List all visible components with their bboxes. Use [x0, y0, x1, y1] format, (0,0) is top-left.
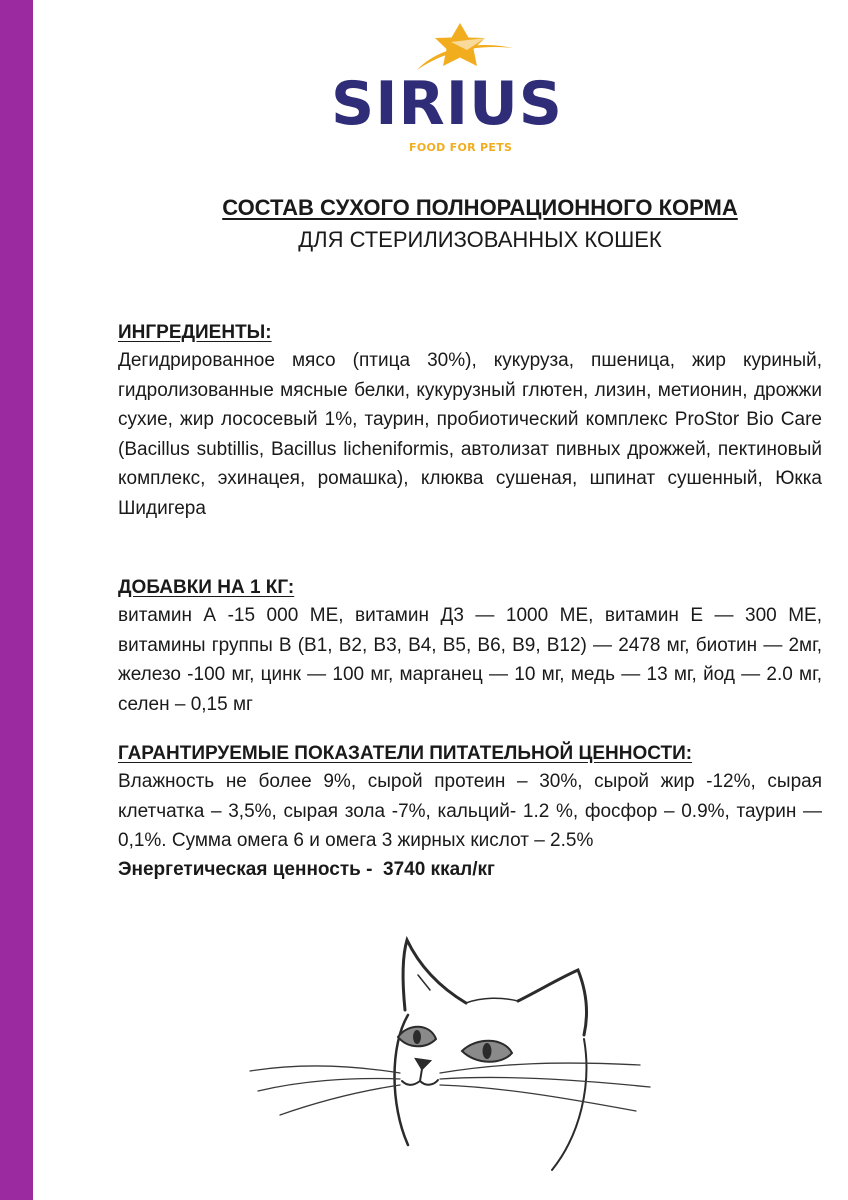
ingredients-text: Дегидрированное мясо (птица 30%), кукуруза, пшеница, жир куриный, гидролизованные мясные белки, кукурузный глютен, лизин, метионин, дрожжи сухие, жир лососевый 1%, таурин, пробиотический комплекс ProStor Bio Care (Bacillus subtillis, Bacillus licheniformis, автолизат пивных дрожжей, пектиновый комплекс, эхинацея, ромашка), клюква сушеная, шпинат сушенный, Юкка Шидигера	[118, 350, 822, 519]
nutrition-text: Влажность не более 9%, сырой протеин – 30%, сырой жир -12%, сырая клетчатка – 3,5%, сырая зола -7%, кальций- 1.2 %, фосфор – 0.9%, таурин — 0,1%. Сумма омега 6 и омега 3 жирных кислот – 2.5%	[118, 771, 822, 851]
document-title	[110, 193, 848, 223]
document-title-line1: СОСТАВ СУХОГО ПОЛНОРАЦИОННОГО КОРМА	[222, 195, 738, 220]
additives-text: витамин А -15 000 МЕ, витамин Д3 — 1000 МЕ, витамин Е — 300 МЕ, витамины группы В (В1, В2, В3, В4, В5, В6, В9, В12) — 2478 мг, биотин — 2мг, железо -100 мг, цинк — 100 мг, марганец — 10 мг, медь — 13 мг, йод — 2.0 мг, селен – 0,15 мг	[118, 605, 822, 715]
nutrition-heading: ГАРАНТИРУЕМЫЕ ПОКАЗАТЕЛИ ПИТАТЕЛЬНОЙ ЦЕННОСТИ:	[118, 743, 693, 764]
nutrition-section	[118, 741, 822, 884]
cat-illustration-icon	[240, 935, 680, 1200]
purple-side-bar	[0, 0, 33, 1200]
brand-name: SIRIUS	[331, 69, 563, 139]
ingredients-section	[118, 320, 822, 523]
document-subtitle: ДЛЯ СТЕРИЛИЗОВАННЫХ КОШЕК	[298, 227, 662, 252]
ingredients-heading: ИНГРЕДИЕНТЫ:	[118, 322, 272, 343]
energy-value: Энергетическая ценность - 3740 ккал/кг	[118, 858, 495, 880]
additives-section	[118, 575, 822, 719]
brand-tagline: FOOD FOR PETS	[409, 141, 513, 154]
additives-heading: ДОБАВКИ НА 1 КГ:	[118, 577, 295, 598]
sirius-logo	[325, 20, 605, 160]
